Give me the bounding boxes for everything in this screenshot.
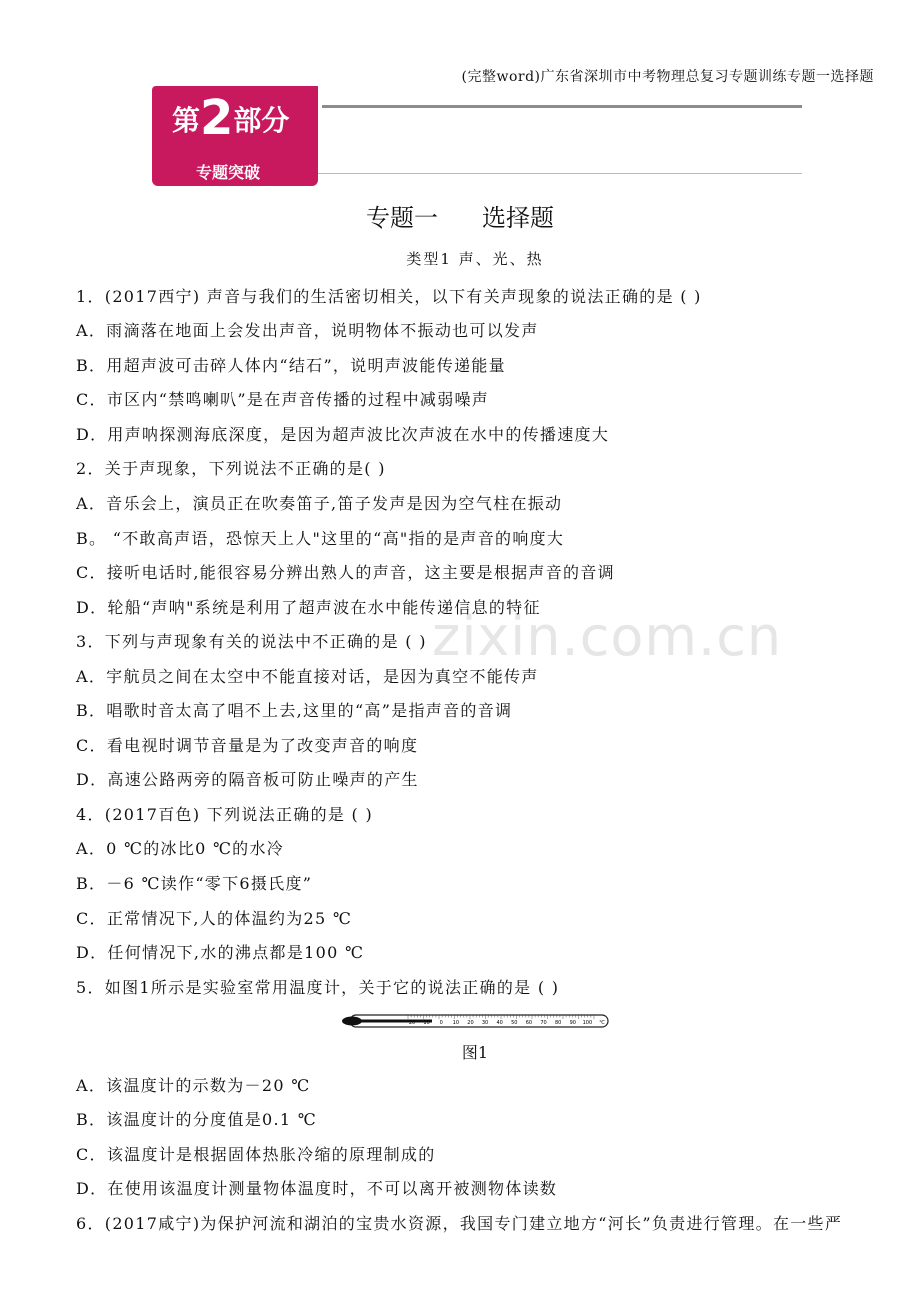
title-right: 选择题 [482, 204, 554, 232]
thermometer-scale-label: 50 [511, 1020, 518, 1026]
option-line: A．宇航员之间在太空中不能直接对话，是因为真空不能传声 [76, 667, 539, 686]
figure-caption: 图1 [461, 1043, 489, 1062]
option-line: D．高速公路两旁的隔音板可防止噪声的产生 [76, 770, 419, 789]
option-line: C．接听电话时,能很容易分辨出熟人的声音，这主要是根据声音的音调 [76, 563, 615, 582]
thermometer-scale-label: 10 [423, 1020, 430, 1026]
document-header-title: (完整word)广东省深圳市中考物理总复习专题训练专题一选择题 [461, 69, 874, 85]
option-line: C．市区内“禁鸣喇叭”是在声音传播的过程中减弱噪声 [76, 390, 490, 409]
page-title [0, 198, 920, 233]
title-left: 专题一 [366, 204, 438, 232]
question-line: 6．(2017咸宁)为保护河流和湖泊的宝贵水资源，我国专门建立地方“河长”负责进行管理。在一些严 [76, 1214, 843, 1233]
option-line: D．在使用该温度计测量物体温度时，不可以离开被测物体读数 [76, 1179, 558, 1198]
option-line: B．用超声波可击碎人体内“结石”，说明声波能传递能量 [76, 356, 506, 375]
option-line: D．任何情况下,水的沸点都是100 ℃ [76, 943, 365, 962]
part-suffix: 部分 [233, 104, 290, 137]
thermometer-scale-label: ℃ [599, 1020, 605, 1026]
option-line: B。 “不敢高声语，恐惊天上人"这里的“高"指的是声音的响度大 [76, 529, 565, 548]
thermometer-scale-label: 70 [540, 1020, 547, 1026]
option-line: B．该温度计的分度值是0.1 ℃ [76, 1110, 317, 1129]
option-line: B．－6 ℃读作“零下6摄氏度” [76, 874, 313, 893]
thermometer-scale-label: 20 [467, 1020, 474, 1026]
option-line: C．该温度计是根据固体热胀冷缩的原理制成的 [76, 1145, 436, 1164]
option-line: D．用声呐探测海底深度，是因为超声波比次声波在水中的传播速度大 [76, 425, 610, 444]
option-line: D．轮船“声呐"系统是利用了超声波在水中能传递信息的特征 [76, 598, 541, 617]
option-line: C．看电视时调节音量是为了改变声音的响度 [76, 736, 419, 755]
thermometer-scale-label: 10 [452, 1020, 460, 1026]
section-badge [152, 86, 318, 186]
option-line: A．音乐会上，演员正在吹奏笛子,笛子发声是因为空气柱在振动 [76, 494, 563, 513]
option-line: B．唱歌时音太高了唱不上去,这里的“高”是指声音的音调 [76, 701, 513, 720]
part-prefix: 第 [172, 104, 201, 137]
thermometer-scale-label: 60 [525, 1020, 533, 1026]
header-rule-bottom [318, 173, 802, 174]
question-line: 5．如图1所示是实验室常用温度计，关于它的说法正确的是 ( ) [76, 978, 560, 997]
thermometer-scale-label: 20 [408, 1020, 416, 1026]
thermometer-scale-label: 30 [481, 1020, 489, 1026]
section-subtitle: 专题突破 [196, 163, 261, 182]
thermometer-scale-label: 100 [582, 1020, 593, 1026]
option-line: A．该温度计的示数为－20 ℃ [76, 1076, 311, 1095]
section-part-label [172, 90, 290, 146]
option-line: A．雨滴落在地面上会发出声音，说明物体不振动也可以发声 [76, 321, 539, 340]
question-line: 4．(2017百色) 下列说法正确的是 ( ) [76, 805, 374, 824]
question-line: 1．(2017西宁) 声音与我们的生活密切相关，以下有关声现象的说法正确的是 ( ) [76, 287, 702, 306]
thermometer-scale-label: 40 [496, 1020, 503, 1026]
part-number: 2 [200, 90, 234, 146]
thermometer-scale-label: 0 [439, 1020, 443, 1026]
option-line: A．0 ℃的冰比0 ℃的水冷 [76, 839, 285, 858]
section-type-heading: 类型1 声、光、热 [406, 250, 544, 268]
option-line: C．正常情况下,人的体温约为25 ℃ [76, 909, 353, 928]
watermark: zixin.com.cn [432, 605, 783, 668]
question-line: 2．关于声现象，下列说法不正确的是( ) [76, 459, 386, 478]
thermometer-figure [340, 1012, 612, 1030]
thermometer-scale-label: 90 [569, 1020, 576, 1026]
thermometer-scale-label: 80 [554, 1020, 562, 1026]
question-line: 3．下列与声现象有关的说法中不正确的是 ( ) [76, 632, 427, 651]
header-rule-top [322, 105, 802, 108]
